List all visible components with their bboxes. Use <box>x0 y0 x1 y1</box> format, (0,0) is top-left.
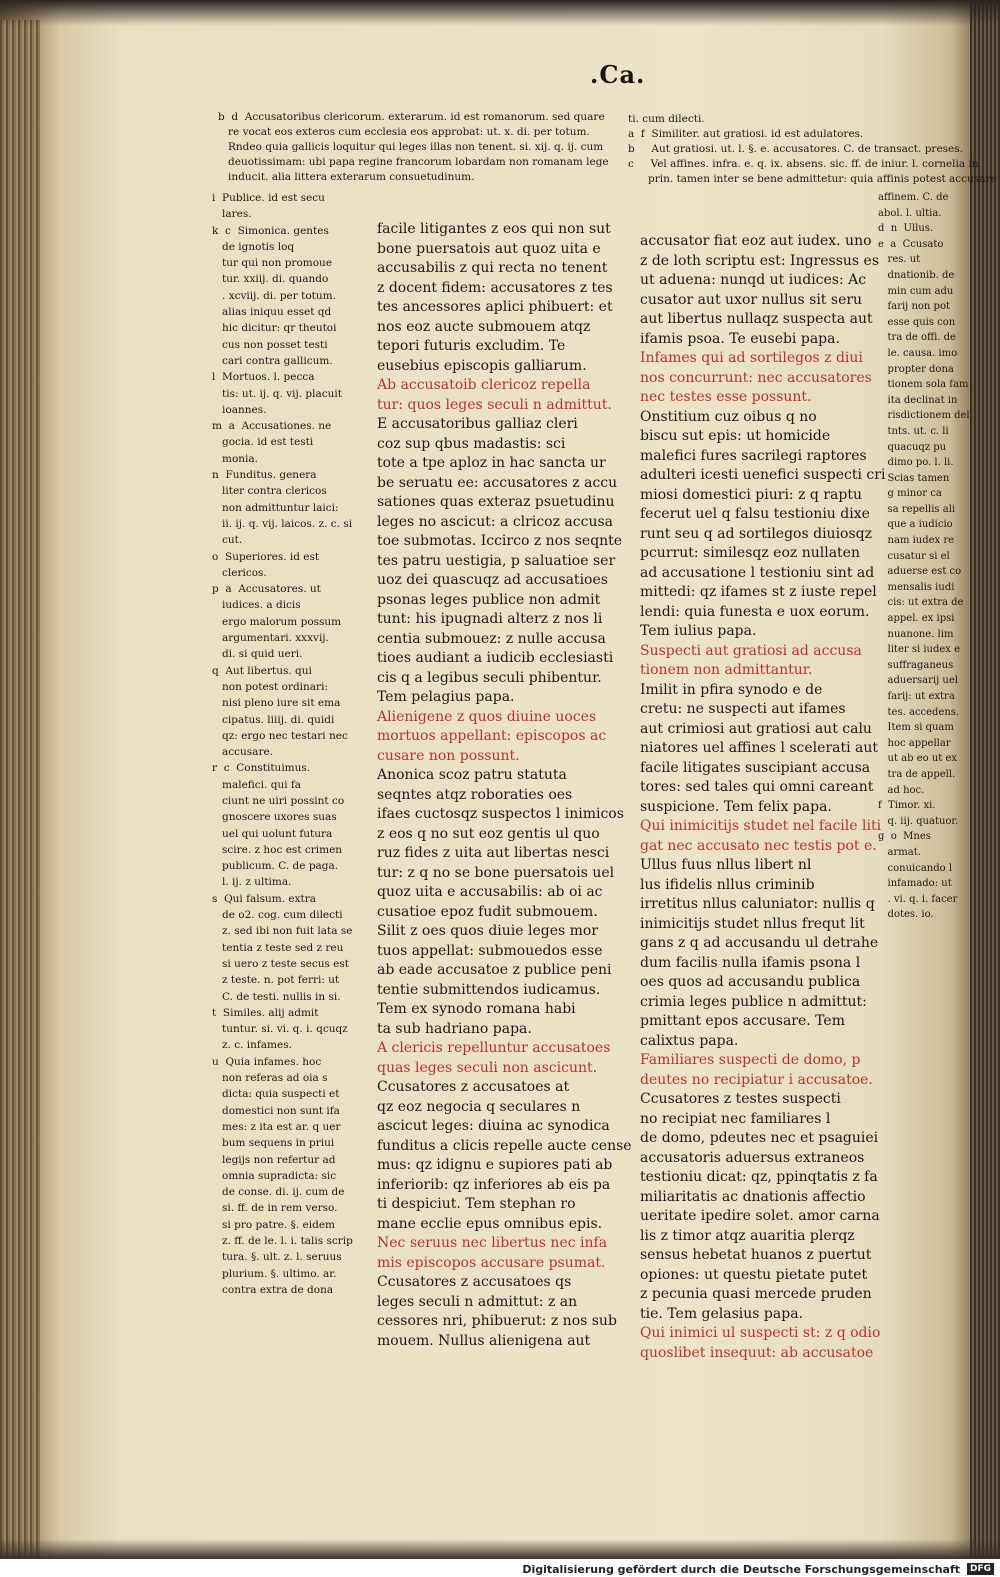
gloss-line: z. ff. de le. l. i. talis scrip <box>212 1235 353 1247</box>
gloss-line: z teste. n. pot ferri: ut <box>212 974 340 987</box>
top-shadow <box>0 0 1000 26</box>
gloss-line: q. iij. quatuor. <box>878 815 959 827</box>
gloss-line: q Aut libertus. qui <box>212 664 312 677</box>
gloss-line: deuotissimam: ubi papa regine francorum lobardam non romanam lege <box>218 156 609 168</box>
gloss-line: dimo po. l. li. <box>878 457 954 469</box>
text-line: accusator fiat eoz aut iudex. uno <box>640 233 872 249</box>
rubric-line: Nec seruus nec libertus nec infa <box>377 1235 608 1251</box>
text-line: ascicut leges: diuina ac synodica <box>377 1118 610 1134</box>
gloss-line: inducit. alia littera exterarum consuetudinum. <box>218 171 475 183</box>
gloss-line: publicum. C. de paga. <box>212 860 339 873</box>
gloss-line: lares. <box>212 208 252 221</box>
gloss-line: accusare. <box>212 746 274 759</box>
gloss-line: tes. accedens. <box>878 706 960 718</box>
main-text-column-b <box>640 232 886 1363</box>
gloss-line: risdictionem del <box>878 410 970 422</box>
gloss-line: bum sequens in priui <box>212 1137 335 1150</box>
gloss-line: s Qui falsum. extra <box>212 892 317 905</box>
text-line: tes ancessores aplici phibuert: et <box>377 299 613 315</box>
gloss-line: tnts. ut. c. li <box>878 425 949 437</box>
rubric-line: Ab accusatoib clericoz repella <box>377 377 591 393</box>
gloss-line: i Publice. id est secu <box>212 192 325 204</box>
text-line: tuos appellat: submouedos esse <box>377 942 603 959</box>
text-line: inferiorib: qz inferiores ab eis pa <box>377 1176 611 1193</box>
gloss-line: m a Accusationes. ne <box>212 420 332 433</box>
gloss-line: tura. §. ult. z. l. seruus <box>212 1251 342 1264</box>
text-line: lus ifidelis nllus criminib <box>640 876 815 893</box>
gloss-line: abol. l. ultia. <box>878 207 942 219</box>
gloss-line: ita declinat in <box>878 394 958 406</box>
gloss-line: l. ij. z ultima. <box>212 876 292 889</box>
text-line: qz eoz negocia q seculares n <box>377 1098 581 1115</box>
gloss-line: nisi pleno iure sit ema <box>212 697 341 710</box>
gloss-line: uel qui uolunt futura <box>212 827 333 840</box>
gloss-line: b d Accusatoribus clericorum. exterarum. id est romanorum. sed quare <box>218 111 605 123</box>
text-line: sensus hebetat huanos z puertut <box>640 1247 872 1263</box>
text-line: gans z q ad accusandu ul detrahe <box>640 935 879 951</box>
gloss-line: z. c. infames. <box>212 1039 292 1052</box>
footer-credit: Digitalisierung gefördert durch die Deutsche Forschungsgemeinschaft <box>522 1563 960 1576</box>
gloss-line: malefici. qui fa <box>212 778 302 791</box>
gloss-line: si pro patre. §. eidem <box>212 1218 335 1231</box>
text-line: accusabilis z qui recta no tenent <box>377 260 608 276</box>
top-gloss-left <box>218 110 609 185</box>
gloss-line: b Aut gratiosi. ut. l. §. e. accusatores. C. de transact. preses. <box>628 143 963 155</box>
gloss-line: non admittuntur laici: <box>212 501 339 514</box>
gloss-line: tentia z teste sed z reu <box>212 941 344 954</box>
rubric-line: nec testes esse possunt. <box>640 389 812 405</box>
rubric-line: quoslibet insequut: ab accusatoe <box>640 1344 874 1361</box>
gloss-line: de conse. di. ij. cum de <box>212 1186 345 1199</box>
text-line: z pecunia quasi mercede pruden <box>640 1286 872 1302</box>
gloss-line: cari contra gallicum. <box>212 354 333 367</box>
rubric-line: deutes no recipiatur i accusatoe. <box>640 1071 873 1088</box>
text-line: aut libertus nullaqz suspecta aut <box>640 311 873 327</box>
text-line: crimia leges publice n admittut: <box>640 993 867 1010</box>
left-gloss-column <box>212 190 354 1298</box>
rubric-line: Infames qui ad sortilegos z diui <box>640 350 863 366</box>
text-line: mane ecclie epus omnibus epis. <box>377 1215 603 1232</box>
text-line: ti despiciut. Tem stephan ro <box>377 1196 576 1212</box>
text-line: Ccusatores z accusatoes at <box>377 1079 570 1095</box>
gloss-line: k c Simonica. gentes <box>212 224 329 237</box>
gloss-line: cut. <box>212 534 243 547</box>
text-line: z eos q no sut eoz gentis ul quo <box>377 825 600 842</box>
text-line: opiones: ut questu pietate putet <box>640 1266 868 1283</box>
text-line: tote a tpe aploz in hac sancta ur <box>377 455 606 471</box>
main-text-column-a <box>377 220 632 1351</box>
text-line: seqntes atqz roboraties oes <box>377 786 573 803</box>
right-gloss-column <box>878 190 970 923</box>
text-line: tunt: his ipugnadi alterz z nos li <box>377 611 603 627</box>
text-line: leges seculi n admittut: z an <box>377 1293 578 1310</box>
gloss-line: ad hoc. <box>878 784 925 796</box>
text-line: eusebius episcopis galliarum. <box>377 357 587 374</box>
rubric-line: quas leges seculi non ascicunt. <box>377 1059 598 1076</box>
gloss-line: contra extra de dona <box>212 1283 334 1296</box>
gloss-line: ciunt ne uiri possint co <box>212 794 345 807</box>
text-line: malefici fures sacrilegi raptores <box>640 447 867 464</box>
text-line: adulteri icesti uenefici suspecti cri <box>640 467 886 483</box>
text-line: no recipiat nec familiares l <box>640 1110 831 1127</box>
gloss-line: hic dicitur: qr theutoi <box>212 322 337 335</box>
gloss-line: e a Ccusato <box>878 238 944 250</box>
text-line: lis z timor atqz auaritia plerqz <box>640 1227 855 1244</box>
gloss-line: l Mortuos. l. pecca <box>212 371 315 384</box>
gloss-line: r c Constituimus. <box>212 762 311 775</box>
text-line: de domo, pdeutes nec et psaguiei <box>640 1130 879 1146</box>
rubric-line: mis episcopos accusare psumat. <box>377 1254 606 1271</box>
gloss-line: conuicando l <box>878 862 953 874</box>
gloss-line: hoc appellar <box>878 737 951 749</box>
gloss-line: nuanone. lim <box>878 628 954 640</box>
gloss-line: o Superiores. id est <box>212 550 320 563</box>
gloss-line: cus non posset testi <box>212 338 328 351</box>
rubric-line: gat nec accusato nec testis pot e. <box>640 837 877 854</box>
text-line: Anonica scoz patru statuta <box>377 767 567 783</box>
gloss-line: clericos. <box>212 566 267 579</box>
text-line: ta sub hadriano papa. <box>377 1020 532 1037</box>
gloss-line: z. sed ibi non fuit lata se <box>212 925 353 938</box>
gloss-line: Rndeo quia gallicis loquitur qui leges illas non tenent. si. xij. q. ij. cum <box>218 141 604 153</box>
text-line: toe submotas. Iccirco z nos seqnte <box>377 533 623 549</box>
gloss-line: propter dona <box>878 363 954 375</box>
text-line: accusatoris aduersus extraneos <box>640 1149 865 1166</box>
gloss-line: mensalis iudi <box>878 581 955 593</box>
text-line: Onstitium cuz oibus q no <box>640 408 817 425</box>
text-line: funditus a clicis repelle aucte cense <box>377 1137 632 1154</box>
gloss-line: prin. tamen inter se bene admittetur: quia affinis potest accusare <box>628 173 997 185</box>
footer-bar <box>0 1559 1000 1577</box>
text-line: coz sup qbus madastis: sci <box>377 435 566 452</box>
gloss-line: mes: z ita est ar. q uer <box>212 1120 341 1133</box>
gloss-line: n Funditus. genera <box>212 469 317 482</box>
text-line: ab eade accusatoe z publice peni <box>377 962 612 978</box>
gloss-line: appel. ex ipsi <box>878 613 955 625</box>
gloss-line: qz: ergo nec testari nec <box>212 729 348 742</box>
gloss-line: de ignotis loq <box>212 240 295 253</box>
gloss-line: C. de testi. nullis in si. <box>212 990 341 1003</box>
gloss-line: ti. cum dilecti. <box>628 113 705 125</box>
gloss-line: plurium. §. ultimo. ar. <box>212 1267 337 1280</box>
rubric-line: mortuos appellant: episcopos ac <box>377 728 607 744</box>
gloss-line: de o2. cog. cum dilecti <box>212 909 343 922</box>
text-line: ruz fides z uita aut libertas nesci <box>377 845 610 861</box>
gloss-line: cis: ut extra de <box>878 597 964 609</box>
gloss-line: argumentari. xxxvij. <box>212 632 329 645</box>
text-line: irretitus nllus caluniator: nullis q <box>640 896 875 912</box>
gloss-line: quacuqz pu <box>878 441 947 453</box>
bottom-shadow <box>0 1539 1000 1559</box>
text-line: suspicione. Tem felix papa. <box>640 798 832 815</box>
rubric-line: Alienigene z quos diuine uoces <box>377 708 597 725</box>
text-line: E accusatoribus galliaz cleri <box>377 416 578 432</box>
gloss-line: liter si iudex e <box>878 644 961 656</box>
text-line: leges no ascicut: a clricoz accusa <box>377 513 613 530</box>
text-line: psonas leges publice non admit <box>377 591 601 608</box>
gloss-line: liter contra clericos <box>212 485 327 498</box>
text-line: aut crimiosi aut gratiosi aut calu <box>640 720 872 737</box>
gloss-line: c Vel affines. infra. e. q. ix. absens. sic. ff. de iniur. l. cornelia in <box>628 158 979 170</box>
gloss-line: cipatus. liiij. di. quidi <box>212 713 335 726</box>
gloss-line: gocia. id est testi <box>212 436 314 449</box>
rubric-line: tur: quos leges seculi n admittut. <box>377 396 612 413</box>
gloss-line: aduerse est co <box>878 566 962 578</box>
text-line: mittedi: qz ifames st z iuste repel <box>640 584 877 600</box>
gloss-line: dicta: quia suspecti et <box>212 1088 340 1101</box>
text-line: cusator aut uxor nullus sit seru <box>640 291 863 308</box>
text-line: mus: qz idignu e supiores pati ab <box>377 1157 613 1173</box>
top-gloss-right <box>628 112 997 187</box>
gloss-line: gnoscere uxores suas <box>212 811 337 824</box>
text-line: pmittant epos accusare. Tem <box>640 1013 845 1029</box>
gloss-line: tra de offi. de <box>878 332 956 344</box>
gloss-line: Scias tamen <box>878 472 950 484</box>
gloss-line: u Quia infames. hoc <box>212 1055 322 1068</box>
text-line: ut aduena: nunqd ut iudices: Ac <box>640 272 867 288</box>
text-line: facile litigates suscipiant accusa <box>640 759 871 776</box>
text-line: centia submouez: z nulle accusa <box>377 630 606 647</box>
gloss-line: p a Accusatores. ut <box>212 583 321 596</box>
gloss-line: tra de appell. <box>878 768 956 780</box>
gloss-line: nam iudex re <box>878 535 955 547</box>
text-line: niatores uel affines l scelerati aut <box>640 740 879 756</box>
text-line: calixtus papa. <box>640 1032 739 1049</box>
gloss-line: cusatur si el <box>878 550 950 562</box>
gloss-line: infamado: ut <box>878 878 952 890</box>
text-line: tie. Tem gelasius papa. <box>640 1305 804 1322</box>
gloss-line: di. si quid ueri. <box>212 648 303 661</box>
text-line: miliaritatis ac dnationis affectio <box>640 1188 866 1205</box>
text-line: uoz dei quascuqz ad accusatioes <box>377 572 608 588</box>
page-edges-left <box>0 20 40 1560</box>
text-line: tur: z q no se bone puersatois uel <box>377 864 615 881</box>
text-line: tioes audiant a iudicib ecclesiasti <box>377 650 614 666</box>
text-line: Ccusatores z testes suspecti <box>640 1091 841 1107</box>
gloss-line: a f Similiter. aut gratiosi. id est adulatores. <box>628 128 864 140</box>
text-line: oes quos ad accusandu publica <box>640 974 861 990</box>
gloss-line: suffraganeus <box>878 659 954 671</box>
gloss-line: ioannes. <box>212 403 267 416</box>
gloss-line: affinem. C. de <box>878 192 949 203</box>
rubric-line: A clericis repelluntur accusatoes <box>377 1040 611 1056</box>
gloss-line: f Timor. xi. <box>878 800 936 812</box>
text-line: cis q a legibus seculi phibentur. <box>377 669 602 686</box>
gloss-line: ergo malorum possum <box>212 615 342 628</box>
rubric-line: Qui inimicitijs studet nel facile liti <box>640 818 882 834</box>
gloss-line: monia. <box>212 452 259 465</box>
gloss-line: iudices. a dicis <box>212 599 301 612</box>
text-line: Tem iulius papa. <box>640 623 757 639</box>
text-line: tentie submittendos iudicamus. <box>377 981 601 998</box>
gloss-line: res. ut <box>878 254 921 266</box>
text-line: tores: sed tales qui omni careant <box>640 779 874 795</box>
rubric-line: Qui inimici ul suspecti st: z q odio <box>640 1325 881 1341</box>
gloss-line: g o Mnes <box>878 831 931 843</box>
text-line: nos eoz aucte submouem atqz <box>377 318 591 335</box>
text-line: testioniu dicat: qz, ppinqtatis z fa <box>640 1169 878 1185</box>
text-line: lendi: quia funesta e uox eorum. <box>640 603 870 620</box>
gloss-line: tis: ut. ij. q. vij. placuit <box>212 387 342 400</box>
gloss-line: le. causa. imo <box>878 347 958 359</box>
gloss-line: aduersarij uel <box>878 675 958 687</box>
text-line: pcurrut: similesqz eoz nullaten <box>640 545 860 561</box>
gloss-line: tur qui non promoue <box>212 257 333 270</box>
gloss-line: min cum adu <box>878 285 954 297</box>
text-line: mouem. Nullus alienigena aut <box>377 1332 591 1349</box>
gloss-line: farij non pot <box>878 301 950 313</box>
text-line: cessores nri, phibuerut: z nos sub <box>377 1313 617 1329</box>
text-line: sationes quas exteraz psuetudinu <box>377 494 615 510</box>
gloss-line: . xcviij. di. per totum. <box>212 289 336 302</box>
gloss-line: d n Ullus. <box>878 223 934 235</box>
gloss-line: domestici non sunt ifa <box>212 1104 340 1117</box>
text-line: ifamis psoa. Te eusebi papa. <box>640 330 840 347</box>
gloss-line: si. ff. de in rem verso. <box>212 1202 338 1215</box>
gloss-line: omnia supradicta: sic <box>212 1169 337 1182</box>
text-line: ad accusatione l testioniu sint ad <box>640 564 875 581</box>
dfg-logo: DFG <box>967 1563 994 1575</box>
text-line: be seruatu ee: accusatores z accu <box>377 474 618 491</box>
text-line: cusatioe epoz fudit submouem. <box>377 903 598 920</box>
page-header: .Ca. <box>590 60 646 89</box>
gloss-line: tur. xxiij. di. quando <box>212 273 329 286</box>
text-line: Ullus fuus nllus libert nl <box>640 857 812 873</box>
text-line: ifaes cuctosqz suspectos l inimicos <box>377 806 624 822</box>
text-line: Ccusatores z accusatoes qs <box>377 1274 572 1290</box>
gloss-line: legijs non refertur ad <box>212 1153 336 1166</box>
text-line: biscu sut epis: ut homicide <box>640 428 831 444</box>
gloss-line: scire. z hoc est crimen <box>212 843 343 856</box>
text-line: bone puersatois aut quoz uita e <box>377 240 601 257</box>
text-line: dum facilis nulla ifamis psona l <box>640 954 861 971</box>
page-edges-right <box>970 0 1000 1577</box>
rubric-line: cusare non possunt. <box>377 747 520 764</box>
gloss-line: tionem sola fam <box>878 379 969 391</box>
gloss-line: dotes. io. <box>878 909 934 921</box>
text-line: miosi domestici piuri: z q raptu <box>640 486 862 503</box>
gloss-line: non potest ordinari: <box>212 680 328 693</box>
gloss-line: que a iudicio <box>878 519 953 531</box>
text-line: cretu: ne suspecti aut ifames <box>640 701 846 717</box>
text-line: facile litigantes z eos qui non sut <box>377 221 611 237</box>
gloss-line: armat. <box>878 846 921 858</box>
text-line: z docent fidem: accusatores z tes <box>377 279 613 296</box>
gloss-line: farij: ut extra <box>878 691 955 702</box>
gloss-line: tuntur. si. vi. q. i. qcuqz <box>212 1023 348 1036</box>
text-line: quoz uita e accusabilis: ab oi ac <box>377 884 603 900</box>
text-line: Imilit in pfira synodo e de <box>640 681 823 698</box>
text-line: ueritate ipedire solet. amor carna <box>640 1208 880 1224</box>
text-line: Tem ex synodo romana habi <box>377 1001 576 1017</box>
gloss-line: non referas ad oia s <box>212 1072 328 1085</box>
gloss-line: t Similes. alij admit <box>212 1006 319 1019</box>
text-line: fecerut uel q falsu testioniu dixe <box>640 506 870 522</box>
gloss-line: ii. ij. q. vij. laicos. z. c. si <box>212 517 353 530</box>
rubric-line: nos concurrunt: nec accusatores <box>640 369 872 386</box>
gloss-line: re vocat eos exteros cum ecclesia eos approbat: ut. x. di. per totum. <box>218 126 590 138</box>
gloss-line: g minor ca <box>878 488 942 500</box>
gloss-line: alias iniquu esset qd <box>212 306 332 319</box>
rubric-line: tionem non admittantur. <box>640 662 813 678</box>
text-line: inimicitijs studet nllus frequt lit <box>640 915 865 932</box>
text-line: tes patru uestigia, p saluatioe ser <box>377 552 616 569</box>
gloss-line: . vi. q. i. facer <box>878 893 958 905</box>
rubric-line: Suspecti aut gratiosi ad accusa <box>640 642 862 659</box>
text-line: tepori futuris excludim. Te <box>377 338 566 354</box>
gloss-line: esse quis con <box>878 316 956 328</box>
gloss-line: ut ab eo ut ex <box>878 753 958 765</box>
gloss-line: dnationib. de <box>878 269 955 281</box>
gloss-line: si uero z teste secus est <box>212 957 350 970</box>
text-line: z de loth scriptu est: Ingressus es <box>640 252 880 269</box>
text-line: Silit z oes quos diuie leges mor <box>377 923 599 939</box>
gloss-line: Item si quam <box>878 722 954 734</box>
text-line: runt seu q ad sortilegos diuiosqz <box>640 525 872 542</box>
text-line: Tem pelagius papa. <box>377 689 515 705</box>
rubric-line: Familiares suspecti de domo, p <box>640 1052 861 1068</box>
gloss-line: sa repellis ali <box>878 503 956 515</box>
